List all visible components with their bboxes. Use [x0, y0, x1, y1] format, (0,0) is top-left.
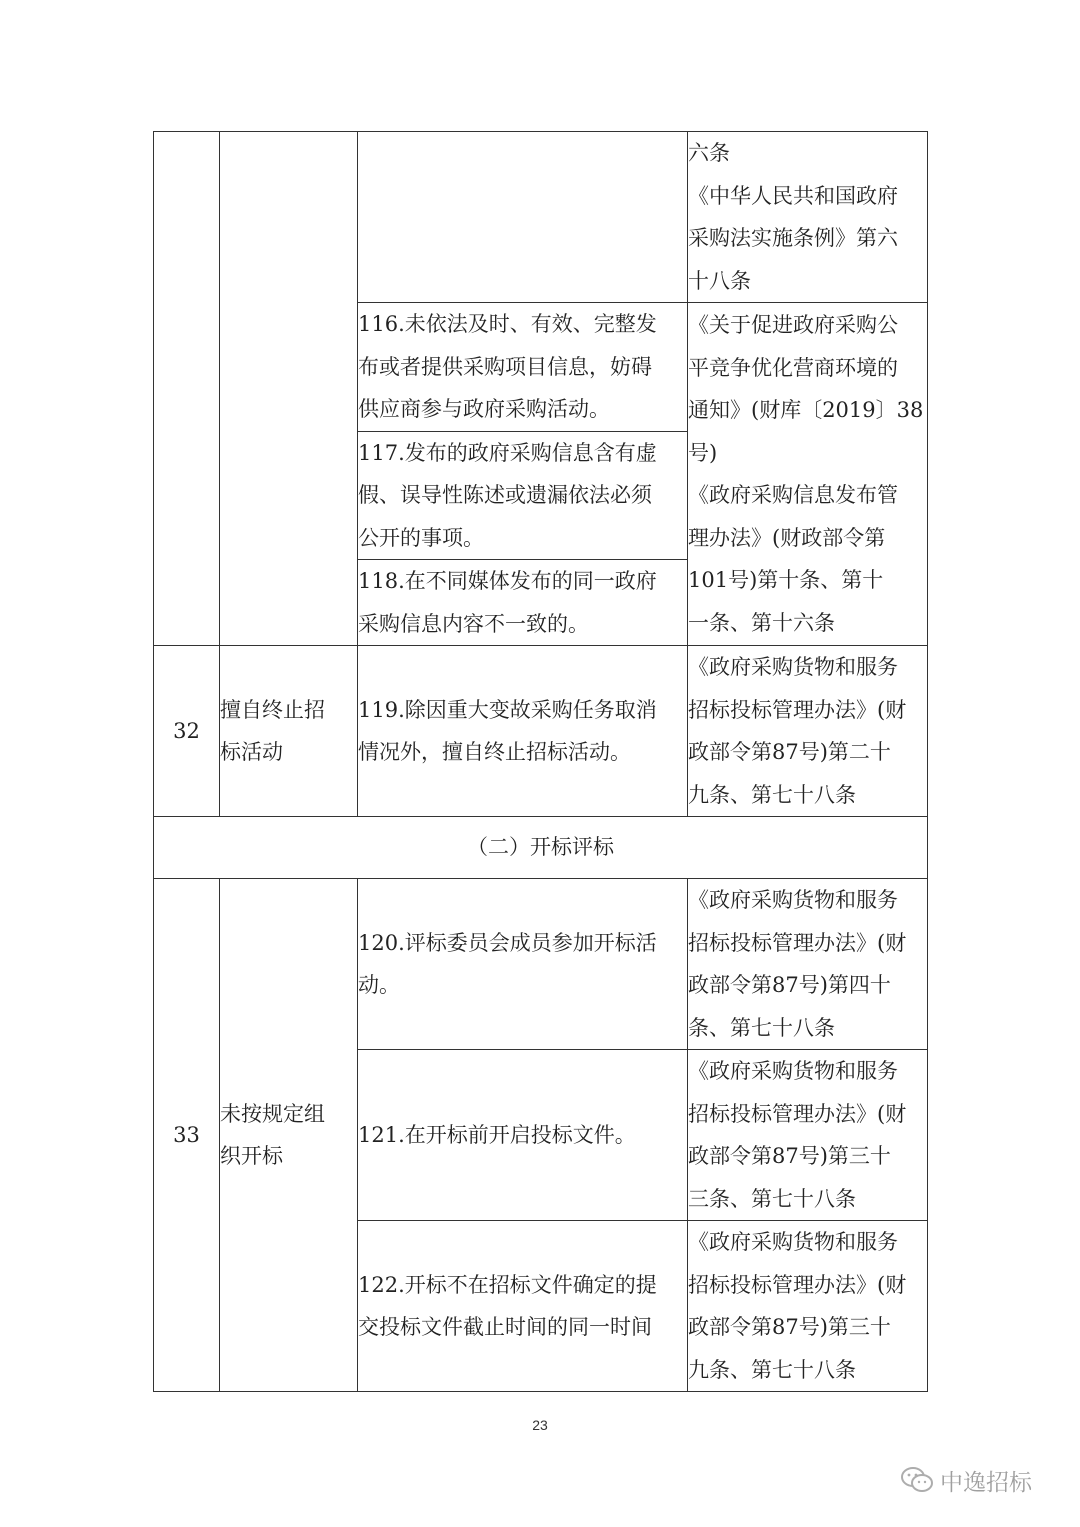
item-cell: [220, 879, 358, 1392]
basis-line: 六条: [688, 141, 730, 165]
violation-line: 动。: [358, 973, 400, 997]
violation-line: 假、误导性陈述或遗漏依法必须: [358, 483, 652, 507]
basis-line: 政部令第87号)第二十: [688, 740, 891, 764]
number-cell: 32: [154, 646, 220, 817]
basis-line: 招标投标管理办法》(财: [688, 697, 907, 722]
basis-line: 三条、第七十八条: [688, 1186, 856, 1211]
basis-line: 《中华人民共和国政府: [688, 183, 898, 208]
violation-line: 供应商参与政府采购活动。: [358, 397, 610, 421]
basis-line: 十八条: [688, 268, 751, 293]
basis-line: 采购法实施条例》第六: [688, 226, 898, 250]
item-line: 擅自终止招: [220, 697, 325, 722]
number-cell: [154, 132, 220, 646]
basis-line: 《政府采购货物和服务: [688, 1230, 898, 1254]
violation-cell: [358, 431, 688, 560]
basis-line: 九条、第七十八条: [688, 1357, 856, 1382]
item-line: 未按规定组: [220, 1101, 325, 1126]
violation-line: 公开的事项。: [358, 525, 484, 550]
violation-cell: [358, 132, 688, 303]
violation-line: 119.除因重大变故采购任务取消: [358, 697, 657, 722]
violation-line: 116.未依法及时、有效、完整发: [358, 312, 657, 336]
table-row: [154, 132, 928, 303]
basis-line: 《政府采购货物和服务: [688, 888, 898, 912]
basis-line: 政部令第87号)第三十: [688, 1144, 891, 1168]
basis-cell: [688, 879, 928, 1050]
item-cell: [220, 132, 358, 646]
basis-cell: [688, 646, 928, 817]
basis-line: 一条、第十六条: [688, 610, 835, 635]
basis-line: 政部令第87号)第四十: [688, 973, 891, 997]
violation-line: 121.在开标前开启投标文件。: [358, 1122, 636, 1147]
table-row: [154, 879, 928, 1050]
item-line: 标活动: [220, 740, 283, 764]
violation-line: 采购信息内容不一致的。: [358, 611, 589, 636]
violation-line: 122.开标不在招标文件确定的提: [358, 1272, 657, 1297]
basis-line: 招标投标管理办法》(财: [688, 930, 907, 955]
basis-line: 招标投标管理办法》(财: [688, 1272, 907, 1297]
violation-cell: [358, 560, 688, 646]
violation-cell: [358, 879, 688, 1050]
regulation-table: [153, 131, 928, 1392]
violation-cell: [358, 646, 688, 817]
basis-line: 九条、第七十八条: [688, 782, 856, 807]
basis-line: 《关于促进政府采购公: [688, 313, 898, 337]
basis-line: 理办法》(财政部令第: [688, 525, 886, 550]
violation-cell: [358, 1050, 688, 1221]
violation-line: 情况外，擅自终止招标活动。: [358, 740, 631, 764]
violation-line: 118.在不同媒体发布的同一政府: [358, 569, 657, 593]
violation-line: 120.评标委员会成员参加开标活: [358, 930, 657, 955]
basis-line: 平竞争优化营商环境的: [688, 355, 898, 380]
basis-cell: [688, 1050, 928, 1221]
number-cell: 33: [154, 879, 220, 1392]
basis-line: 号): [688, 440, 718, 465]
violation-cell: [358, 1221, 688, 1392]
watermark-text: 中逸招标: [940, 1469, 1032, 1496]
basis-line: 101号)第十条、第十: [688, 568, 884, 592]
basis-line: 通知》(财库〔2019〕38: [688, 398, 924, 422]
watermark: [900, 1462, 1060, 1498]
violation-cell: [358, 303, 688, 432]
violation-line: 交投标文件截止时间的同一时间: [358, 1315, 652, 1339]
page-number: 23: [532, 1417, 548, 1433]
basis-line: 《政府采购货物和服务: [688, 1059, 898, 1083]
basis-line: 《政府采购货物和服务: [688, 655, 898, 679]
basis-line: 《政府采购信息发布管: [688, 483, 898, 507]
item-cell: [220, 646, 358, 817]
basis-line: 招标投标管理办法》(财: [688, 1101, 907, 1126]
wechat-icon: [900, 1466, 934, 1494]
basis-cell: [688, 132, 928, 303]
section-title: （二）开标评标: [154, 817, 928, 879]
table-row: [154, 646, 928, 817]
violation-line: 布或者提供采购项目信息，妨碍: [358, 354, 652, 379]
basis-cell: [688, 1221, 928, 1392]
basis-line: 政部令第87号)第三十: [688, 1315, 891, 1339]
basis-cell: [688, 303, 928, 646]
section-row: [154, 817, 928, 879]
violation-line: 117.发布的政府采购信息含有虚: [358, 440, 657, 465]
item-line: 织开标: [220, 1144, 283, 1168]
basis-line: 条、第七十八条: [688, 1015, 835, 1040]
